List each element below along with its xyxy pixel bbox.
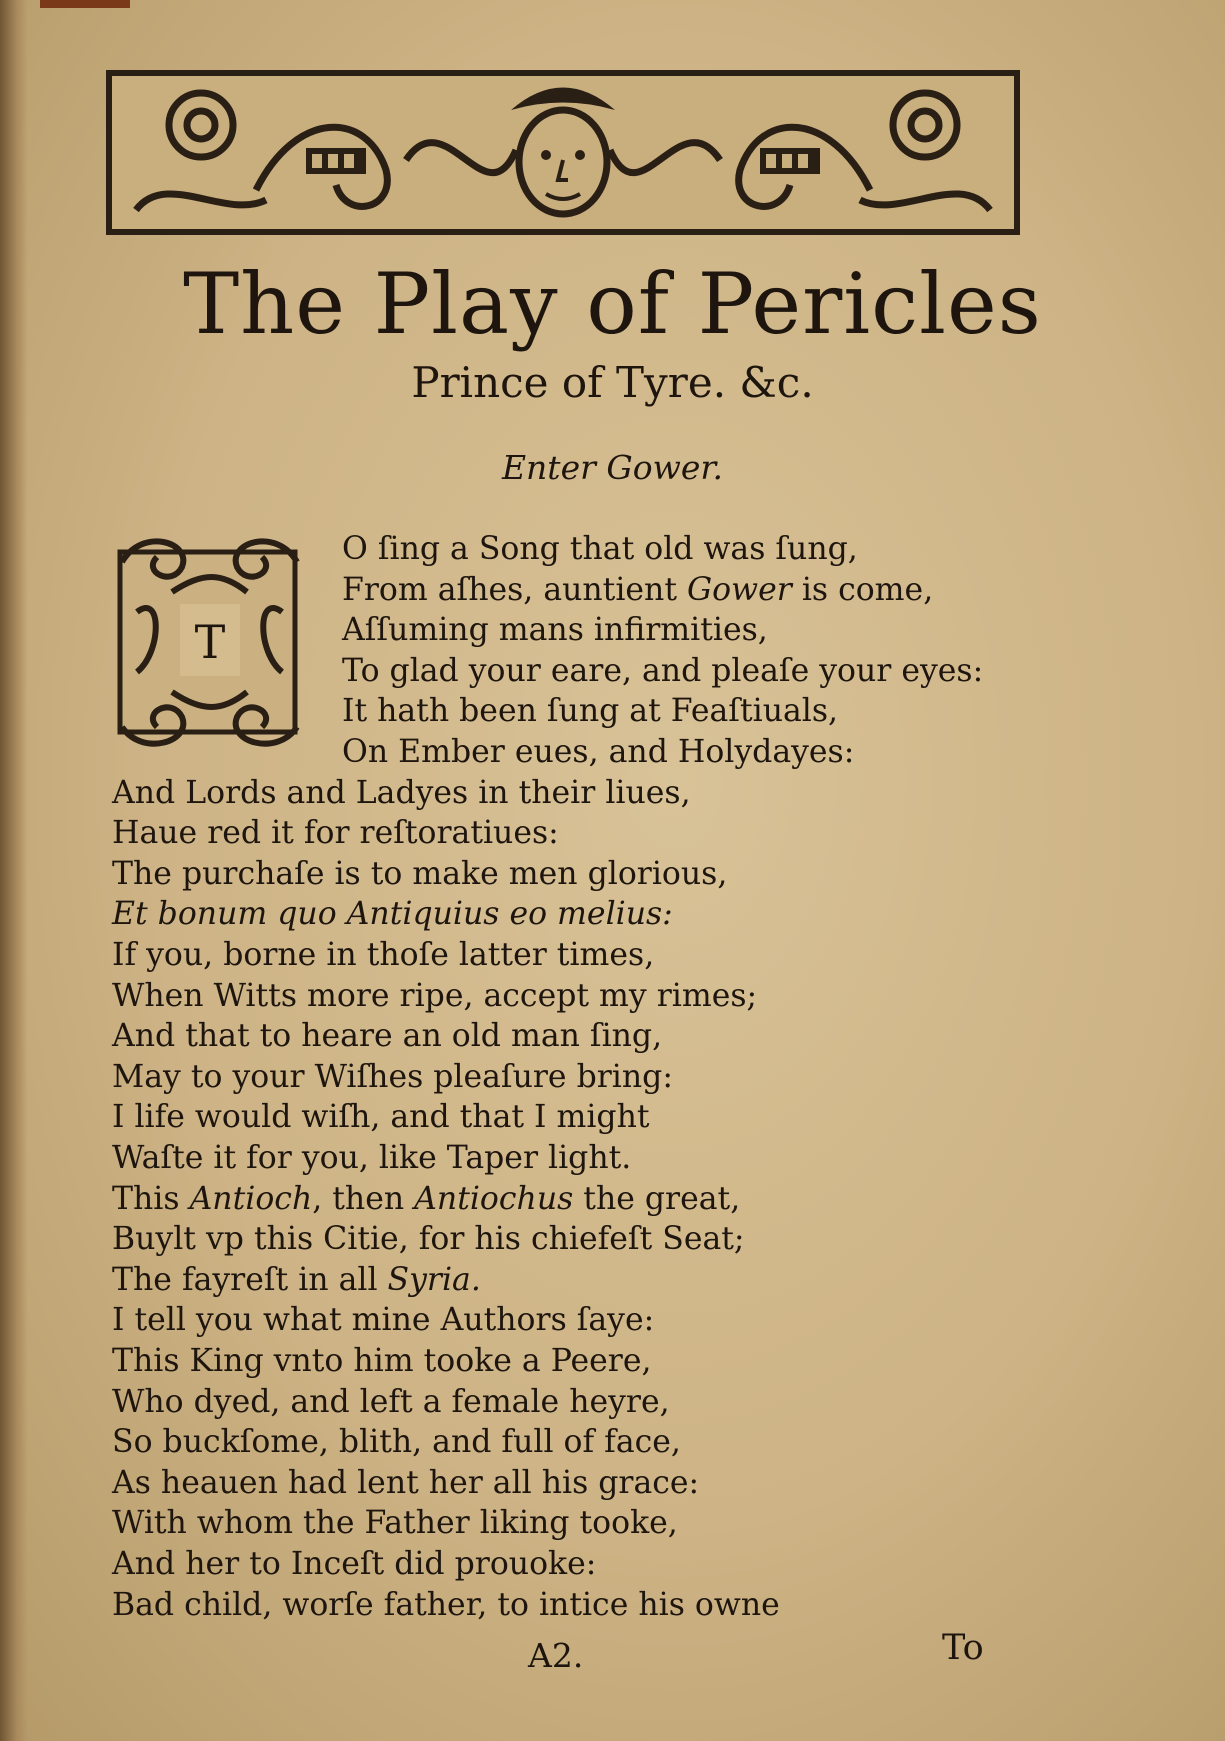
verse-italic-text: Et bonum quo Antiquius eo melius: bbox=[112, 896, 673, 933]
verse-italic-text: Antioch bbox=[189, 1180, 313, 1217]
verse-text: From aſhes, auntient bbox=[342, 571, 688, 608]
verse-line bbox=[112, 815, 559, 852]
verse-text: As heauen had lent her all his grace: bbox=[112, 1464, 700, 1501]
verse-text: May to your Wiſhes pleaſure bring: bbox=[112, 1058, 673, 1095]
verse-line bbox=[112, 1099, 650, 1136]
verse-line bbox=[112, 1302, 655, 1339]
verse-text: is come, bbox=[791, 571, 934, 608]
verse-line bbox=[342, 734, 855, 770]
verse-text: Aſſuming mans infirmities, bbox=[342, 612, 768, 649]
verse-italic-text: Syria. bbox=[387, 1261, 481, 1298]
verse-text: The fayreſt in all bbox=[112, 1261, 388, 1298]
verse-line bbox=[112, 977, 758, 1014]
page-top-mark bbox=[40, 0, 130, 8]
verse-text: And her to Inceſt did prouoke: bbox=[112, 1546, 597, 1582]
page-subtitle: Prince of Tyre. &c. bbox=[411, 358, 814, 407]
verse-line bbox=[342, 612, 768, 649]
verse-line bbox=[112, 1546, 597, 1582]
verse-line bbox=[112, 1058, 673, 1095]
verse-text: I life would wiſh, and that I might bbox=[112, 1099, 650, 1136]
verse-text: On Ember eues, and Holydayes: bbox=[342, 734, 855, 770]
verse-line bbox=[112, 1221, 745, 1258]
verse-text: , then bbox=[312, 1180, 415, 1217]
dropcap-letter: T bbox=[194, 615, 226, 669]
verse-text: O ſing a Song that old was ſung, bbox=[342, 531, 858, 567]
verse-line bbox=[112, 1180, 741, 1217]
verse-text: Bad child, worſe father, to intice his owne bbox=[112, 1586, 780, 1623]
catchword: To bbox=[942, 1628, 984, 1668]
verse-line bbox=[112, 1586, 780, 1623]
verse-text: This King vnto him tooke a Peere, bbox=[112, 1343, 652, 1379]
verse-line bbox=[112, 1505, 678, 1542]
verse-text: If you, borne in thoſe latter times, bbox=[112, 937, 655, 973]
verse-line bbox=[342, 571, 934, 608]
verse-text: The purchaſe is to make men glorious, bbox=[112, 855, 728, 892]
verse-text: It hath been ſung at Feaſtiuals, bbox=[342, 693, 839, 730]
verse-text: I tell you what mine Authors ſaye: bbox=[112, 1302, 655, 1339]
verse-line bbox=[342, 693, 839, 730]
verse-italic-text: Antiochus bbox=[414, 1180, 574, 1217]
verse-line bbox=[342, 531, 858, 567]
verse-line bbox=[112, 937, 655, 973]
verse-text: the great, bbox=[573, 1180, 741, 1217]
verse-line bbox=[112, 1261, 481, 1298]
page-title: The Play of Pericles bbox=[183, 255, 1042, 353]
verse-text: And that to heare an old man ſing, bbox=[112, 1018, 663, 1055]
verse-text: With whom the Father liking tooke, bbox=[112, 1505, 678, 1542]
verse-text: This bbox=[112, 1180, 190, 1217]
verse-text: Buylt vp this Citie, for his chiefeſt Seat; bbox=[112, 1221, 745, 1258]
verse-line bbox=[112, 1424, 681, 1461]
verse-line bbox=[112, 1343, 652, 1379]
verse-italic-text: Gower bbox=[687, 571, 792, 608]
verse-line bbox=[112, 1140, 632, 1176]
verse-text: And Lords and Ladyes in their liues, bbox=[112, 774, 691, 811]
signature-mark: A2. bbox=[528, 1636, 584, 1675]
verse-line bbox=[112, 1464, 700, 1501]
dropcap-ornament bbox=[112, 532, 307, 747]
verse-line bbox=[112, 896, 673, 933]
verse-text: Haue red it for reſtoratiues: bbox=[112, 815, 559, 852]
verse-text: Waſte it for you, like Taper light. bbox=[112, 1140, 632, 1176]
verse-text: When Witts more ripe, accept my rimes; bbox=[112, 977, 758, 1014]
verse-line bbox=[112, 774, 691, 811]
headpiece-ornament bbox=[106, 70, 1020, 235]
verse-text: So buckſome, blith, and full of face, bbox=[112, 1424, 681, 1461]
verse-line bbox=[112, 1383, 670, 1420]
verse-line bbox=[112, 1018, 663, 1055]
verse-text: Who dyed, and left a female heyre, bbox=[112, 1383, 670, 1420]
stage-direction: Enter Gower. bbox=[501, 448, 724, 487]
verse-line bbox=[112, 855, 728, 892]
verse-text: To glad your eare, and pleaſe your eyes: bbox=[342, 652, 984, 689]
verse-line bbox=[342, 652, 984, 689]
